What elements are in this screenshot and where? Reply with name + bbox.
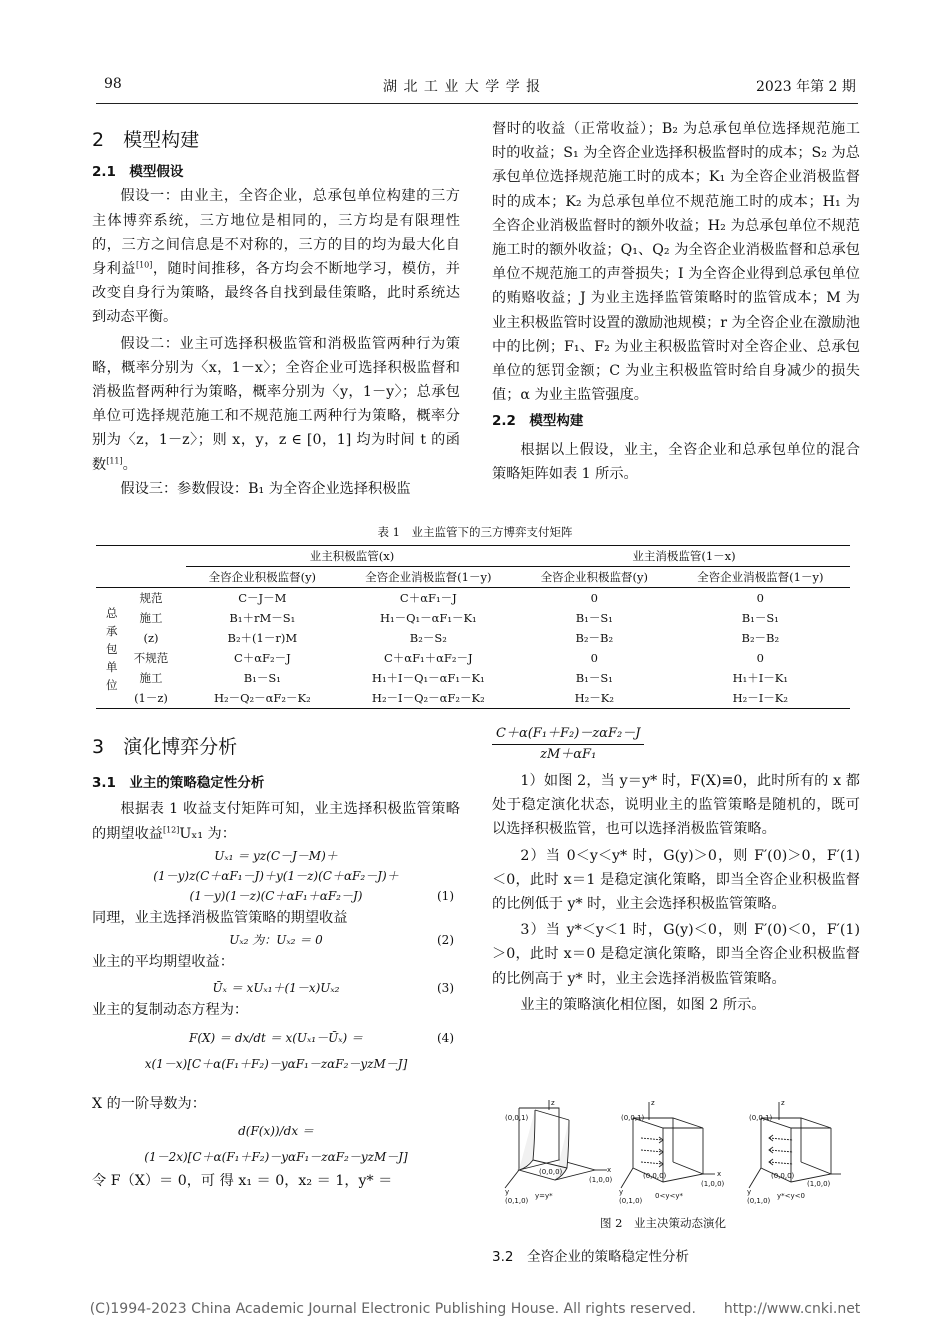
phase-diagram-figure <box>503 1098 843 1208</box>
table-row: 规范 C－J－M C＋αF₁－J 0 0 <box>139 591 764 605</box>
issue-label: 2023 年第 2 期 <box>756 79 856 95</box>
axis-y-label: y <box>505 1188 510 1196</box>
assumption-3: 假设三：参数假设：B₁ 为全咨企业选择积极监 <box>120 480 411 497</box>
equation-5: d(F(x))/dx ＝ (1－2x)[C＋α(F₁＋F₂)－yαF₁－zαF₂－yzM－J] <box>144 1123 408 1164</box>
right-column-bottom <box>492 724 860 1017</box>
subheader: 全咨企业积极监督(y) <box>208 570 317 584</box>
equation-4: F(X) ＝ dx/dt ＝ x(Uₓ₁－Ūₓ) ＝ x(1－x)[C＋α(F₁＋F₂)－yαF₁－zαF₂－yzM－J] (4) <box>144 1031 454 1072</box>
average-payoff-text: 业主的平均期望收益： <box>92 954 234 971</box>
section-3-title: 3 演化博弈分析 <box>92 736 238 758</box>
journal-name: 湖 北 工 业 大 学 学 报 <box>383 79 542 95</box>
header-active: 业主积极监管(x) <box>186 546 518 567</box>
table-row: 施工 B₁＋rM－S₁ H₁－Q₁－αF₁－K₁ B₁－S₁ B₁－S₁ <box>139 611 779 625</box>
replicator-text: 业主的复制动态方程为： <box>92 1002 249 1019</box>
panel-1-caption: y=y* <box>535 1192 553 1200</box>
axis-z-label: z <box>781 1099 785 1107</box>
payoff-table <box>96 545 850 709</box>
left-column-bottom <box>92 735 460 1193</box>
point-001-label: (0,0,1) <box>505 1114 529 1122</box>
case-3: 3）当 y*＜y＜1 时，G(y)＜0，则 F′(0)＜0，F′(1)＞0，此时 x＝0 是稳定演化策略，即当全咨企业积极监督的比例高于 y* 时，业主会选择消极监管策略。 <box>492 922 860 987</box>
point-000-label: (0,0,0) <box>771 1172 795 1180</box>
figure-caption: 图 2 业主决策动态演化 <box>600 1216 726 1230</box>
expected-payoff-text: 根据表 1 收益支付矩阵可知，业主选择积极监管策略的期望收益[12]Uₓ₁ 为： <box>92 801 460 842</box>
left-column-top <box>92 128 460 501</box>
right-column-top <box>492 117 860 486</box>
section-2-title: 2 模型构建 <box>92 129 200 151</box>
subheader: 全咨企业积极监督(y) <box>540 570 649 584</box>
table-side-label: 总承包单位 <box>106 606 118 692</box>
passive-payoff-text: 同理，业主选择消极监管策略的期望收益 <box>92 909 348 926</box>
section-2-2-title: 2.2 模型构建 <box>492 413 584 430</box>
assumption-2: 假设二：业主可选择积极监管和消极监管两种行为策略，概率分别为〈x，1－x〉；全咨企业可选择积极监督和消极监督两种行为策略，概率分别为〈y，1－y〉；总承包单位可选择规范施工和不规范施工两种行为策略，概率分别为〈z，1－z〉；则 x，y，z ∈ [0，1] 均为时间 t 的函数[11]。 <box>92 335 460 473</box>
point-000-label: (0,0,0) <box>643 1172 667 1180</box>
point-001-label: (0,0,1) <box>621 1114 645 1122</box>
table-caption: 表 1 业主监管下的三方博弈支付矩阵 <box>377 525 573 539</box>
point-000-label: (0,0,0) <box>539 1168 563 1176</box>
section-2-1-title: 2.1 模型假设 <box>92 164 184 181</box>
equation-1: Uₓ₁ ＝ yz(C－J－M)＋ (1－y)z(C＋αF₁－J)＋y(1－z)(C＋αF₂－J)＋ (1－y)(1－z)(C＋αF₁＋αF₂－J) (1) <box>153 848 454 903</box>
subheader: 全咨企业消极监督(1－y) <box>365 570 492 584</box>
header-passive: 业主消极监管(1－x) <box>518 546 850 567</box>
y-star-fraction: $\frac{\text{C＋α(F₁＋F₂)－zαF₂－J}}{\text{zM＋αF₁}}$ <box>492 724 644 765</box>
panel-3-caption: y*<y<0 <box>777 1192 805 1200</box>
table-row: 不规范 C＋αF₂－J C＋αF₁＋αF₂－J 0 0 <box>133 651 764 665</box>
case-1: 1）如图 2，当 y＝y* 时，F(X)≡0，此时所有的 x 都处于稳定演化状态，说明业主的监管策略是随机的，既可以选择积极监管，也可以选择消极监管策略。 <box>492 773 860 838</box>
section-3-1-title: 3.1 业主的策略稳定性分析 <box>92 775 265 792</box>
axis-y-label: y <box>619 1188 624 1196</box>
table-row: (1－z) H₂－Q₂－αF₂－K₂ H₂－I－Q₂－αF₂－K₂ H₂－K₂ H₂－I－K₂ <box>96 688 850 709</box>
point-010-label: (0,1,0) <box>747 1197 771 1205</box>
point-010-label: (0,1,0) <box>505 1197 529 1205</box>
point-100-label: (1,0,0) <box>589 1176 613 1184</box>
panel-2-caption: 0<y<y* <box>655 1192 683 1200</box>
point-010-label: (0,1,0) <box>619 1197 643 1205</box>
copyright-footer: (C)1994-2023 China Academic Journal Electronic Publishing House. All rights reserved. http://www.cnki.net <box>89 1301 861 1317</box>
equation-3: Ūₓ ＝ xUₓ₁＋(1－x)Uₓ₂ (3) <box>212 981 454 996</box>
table-row: 施工 B₁－S₁ H₁＋I－Q₁－αF₁－K₁ B₁－S₁ H₁＋I－K₁ <box>139 671 788 685</box>
assumption-1: 假设一：由业主，全咨企业，总承包单位构建的三方主体博弈系统，三方地位是相同的，三方均是有限理性的，三方之间信息是不对称的，三方的目的均为最大化自身利益[10]，随时间推移，各方均会不断地学习，模仿，并改变自身行为策略，最终各自找到最佳策略，此时系统达到动态平衡。 <box>92 188 460 326</box>
parameter-definitions: 督时的收益（正常收益）；B₂ 为总承包单位选择规范施工时的收益；S₁ 为全咨企业选择积极监督时的成本；S₂ 为总承包单位选择规范施工时的成本；K₁ 为全咨企业消极监督时的成本；K₂ 为总承包单位不规范施工时的成本；H₁ 为全咨企业消极监督时的额外收益；H₂ 为总承包单位不规范施工时的额外收益；Q₁、Q₂ 为全咨企业消极监督和总承包单位不规范施工的声誉损失；I 为全咨企业得到总承包单位的贿赂收益；J 为业主选择监管策略时的监管成本；M 为业主积极监管时设置的激励池规模；r 为全咨企业在激励池中的比例；F₁、F₂ 为业主积极监管时对全咨企业、总承包单位的惩罚金额；C 为业主积极监管时给自身减少的损失值；α 为业主监管强度。 <box>492 121 860 404</box>
page-number: 98 <box>104 76 122 92</box>
derivative-text: X 的一阶导数为： <box>92 1096 206 1113</box>
case-2: 2）当 0＜y＜y* 时，G(y)＞0，则 F′(0)＞0，F′(1)＜0，此时 x＝1 是稳定演化策略，即当全咨企业积极监督的比例低于 y* 时，业主会选择积极监管策略。 <box>492 847 860 913</box>
axis-x-label: x <box>607 1166 612 1174</box>
equation-2: Uₓ₂ 为：Uₓ₂ ＝ 0 (2) <box>229 933 454 948</box>
matrix-intro: 根据以上假设，业主，全咨企业和总承包单位的混合策略矩阵如表 1 所示。 <box>492 441 860 482</box>
point-100-label: (1,0,0) <box>701 1180 725 1188</box>
header-rule <box>96 103 858 104</box>
point-100-label: (1,0,0) <box>807 1180 831 1188</box>
axis-z-label: z <box>651 1099 655 1107</box>
axis-y-label: y <box>747 1188 752 1196</box>
axis-z-label: z <box>551 1099 555 1107</box>
section-3-2-title: 3.2 全咨企业的策略稳定性分析 <box>492 1249 689 1265</box>
subheader: 全咨企业消极监督(1－y) <box>697 570 824 584</box>
axis-x-label: x <box>717 1170 722 1178</box>
solution-text: 令 F（X）＝ 0，可 得 x₁ ＝ 0，x₂ ＝ 1，y* ＝ <box>92 1172 393 1189</box>
figure-intro: 业主的策略演化相位图，如图 2 所示。 <box>520 996 766 1013</box>
point-001-label: (0,0,1) <box>749 1114 773 1122</box>
table-row: (z) B₂＋(1－r)M B₂－S₂ B₂－B₂ B₂－B₂ <box>143 631 780 645</box>
